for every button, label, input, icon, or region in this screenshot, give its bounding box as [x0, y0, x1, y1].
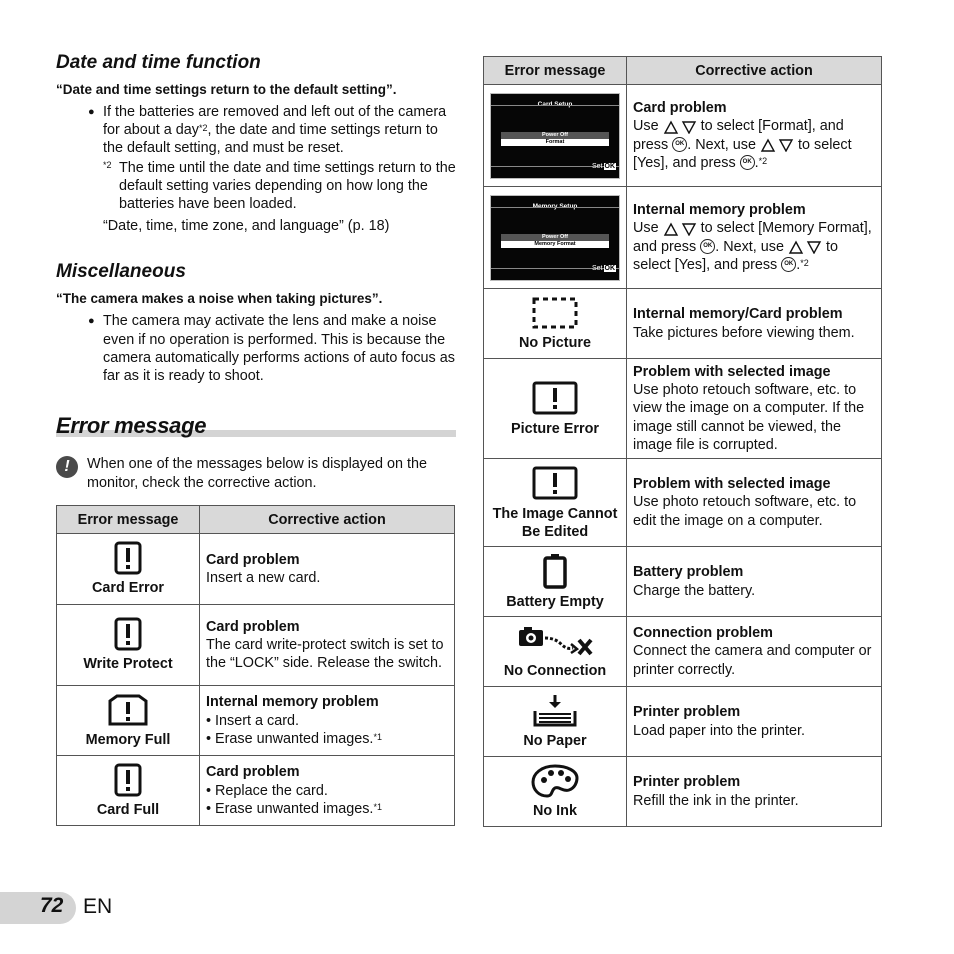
table-row	[57, 686, 455, 756]
action-heading: Card problem	[633, 100, 727, 117]
action-cell	[200, 756, 455, 826]
error-label: Card Error	[92, 580, 164, 597]
table-header-row	[484, 57, 882, 85]
action-cell	[627, 547, 882, 617]
error-cell	[57, 605, 200, 686]
bullet-text-a: If the batteries are removed and left out of the camera for about a day	[103, 104, 447, 139]
error-label: No Ink	[533, 802, 577, 819]
error-label: No Connection	[503, 662, 607, 679]
table-row	[484, 687, 882, 757]
action-line: Refill the ink in the printer.	[633, 792, 799, 809]
error-label: Write Protect	[83, 656, 173, 673]
error-label: No Picture	[519, 334, 591, 351]
action-heading: Internal memory/Card problem	[633, 306, 843, 323]
lcd-divider	[491, 207, 619, 208]
page-number-tab	[0, 892, 76, 924]
error-table-right	[483, 56, 882, 827]
date-time-question: “Date and time settings return to the default setting”.	[56, 82, 397, 97]
date-time-bullet	[56, 103, 456, 158]
footnote-ref: *2	[199, 123, 208, 134]
table-row	[484, 85, 882, 187]
action-cell	[627, 187, 882, 289]
ok-button-icon: OK	[781, 257, 796, 272]
caution-note	[56, 455, 456, 493]
caution-text: When one of the messages below is displayed on the monitor, check the corrective action.	[87, 456, 427, 492]
action-heading: Internal memory problem	[206, 694, 379, 711]
action-text-part: .	[754, 154, 759, 171]
action-line: • Erase unwanted images.	[206, 800, 374, 817]
table-row	[484, 187, 882, 289]
col-header-message: Error message	[484, 57, 627, 85]
error-cell	[484, 459, 627, 547]
battery-icon	[542, 553, 568, 589]
lcd-card-setup-screen	[490, 93, 620, 179]
ok-button-icon: OK	[700, 239, 715, 254]
action-heading: Card problem	[206, 618, 300, 635]
error-cell	[484, 187, 627, 289]
lcd-set-text: Set	[591, 162, 603, 170]
action-cell	[627, 289, 882, 359]
action-line: The card write-protect switch is set to the “LOCK” side. Release the switch.	[206, 637, 444, 672]
footnote-ref: *2	[800, 257, 809, 268]
action-heading: Printer problem	[633, 774, 741, 791]
action-line: Use photo retouch software, etc. to edit the image on a computer.	[633, 494, 857, 529]
error-cell	[484, 359, 627, 459]
action-text-part: to select [Memory Format], and press	[633, 220, 872, 255]
action-cell	[200, 686, 455, 756]
action-text-part: to select [Yes], and press	[633, 136, 852, 171]
action-line: Charge the battery.	[633, 582, 756, 599]
lcd-ok-box: OK	[604, 264, 615, 272]
no-picture-icon	[531, 296, 579, 330]
action-text	[633, 219, 875, 274]
left-column	[56, 52, 456, 826]
table-row	[57, 605, 455, 686]
lcd-option-power-off: Power Off	[501, 234, 609, 241]
right-column	[483, 56, 883, 827]
footnote-ref: *2	[758, 155, 768, 166]
action-line-with-ref	[206, 730, 448, 748]
action-text-part: to select [Format], and press	[633, 118, 844, 153]
caution-icon: !	[56, 456, 78, 478]
misc-question: “The camera makes a noise when taking pictures”.	[56, 291, 383, 307]
table-row	[484, 547, 882, 617]
date-time-reference: “Date, time, time zone, and language” (p. 18)	[103, 218, 390, 235]
lcd-divider	[491, 105, 619, 106]
error-cell	[484, 289, 627, 359]
error-cell	[484, 687, 627, 757]
exclamation-icon	[113, 763, 143, 797]
action-heading: Printer problem	[633, 704, 741, 721]
action-cell	[200, 534, 455, 605]
action-cell	[200, 605, 455, 686]
action-heading: Internal memory problem	[633, 202, 806, 219]
date-time-heading: Date and time function	[56, 52, 261, 73]
up-down-arrow-icon	[760, 138, 794, 152]
lcd-set-hint	[591, 158, 616, 176]
error-label: Memory Full	[85, 731, 171, 748]
action-text-part: to select [Yes], and press	[633, 238, 839, 273]
page-number: 72	[40, 894, 64, 917]
action-line: Use photo retouch software, etc. to view the image on a computer. If the image still cannot be viewed, the image file is corrupted.	[633, 382, 865, 453]
memory-exclamation-icon	[107, 693, 149, 727]
col-header-action: Corrective action	[627, 57, 882, 85]
table-row	[484, 289, 882, 359]
error-message-title: Error message	[56, 413, 207, 439]
up-down-arrow-icon	[663, 222, 697, 236]
ok-button-icon: OK	[672, 137, 687, 152]
action-cell	[627, 85, 882, 187]
table-row	[484, 617, 882, 687]
exclamation-icon	[113, 541, 143, 575]
action-heading: Problem with selected image	[633, 364, 831, 380]
error-label: Picture Error	[511, 420, 599, 437]
action-cell	[627, 617, 882, 687]
col-header-action: Corrective action	[200, 506, 455, 534]
action-line: • Erase unwanted images.	[206, 730, 374, 747]
lcd-option-format: Format	[501, 139, 609, 146]
exclamation-icon	[531, 465, 579, 501]
table-row	[484, 757, 882, 827]
error-label: Card Full	[96, 801, 160, 818]
paper-tray-icon	[531, 694, 579, 728]
up-down-arrow-icon	[663, 120, 697, 134]
action-heading: Problem with selected image	[633, 476, 831, 493]
table-row	[484, 359, 882, 459]
action-heading: Connection problem	[633, 625, 773, 642]
camera-disconnect-icon	[515, 624, 595, 658]
error-message-heading	[56, 413, 456, 439]
action-text-part: . Next, use	[715, 238, 784, 255]
lcd-set-text: Set	[591, 264, 603, 272]
action-line: Connect the camera and computer or printer correctly.	[633, 643, 872, 678]
lcd-set-hint	[591, 260, 616, 278]
ok-button-icon: OK	[740, 155, 755, 170]
note-mark: *2	[103, 159, 112, 170]
error-label: Battery Empty	[506, 593, 604, 610]
error-cell	[57, 756, 200, 826]
date-time-note	[56, 159, 456, 214]
action-text	[633, 117, 875, 172]
table-row	[484, 459, 882, 547]
error-cell	[57, 534, 200, 605]
error-cell	[484, 547, 627, 617]
table-header-row	[57, 506, 455, 534]
lcd-ok-box: OK	[604, 162, 615, 170]
action-line: Load paper into the printer.	[633, 722, 806, 739]
action-line-with-ref	[206, 800, 448, 818]
action-text-part: . Next, use	[687, 136, 756, 153]
action-heading: Card problem	[206, 764, 300, 781]
lcd-memory-setup-screen	[490, 195, 620, 281]
error-label: The Image Cannot Be Edited	[492, 505, 618, 540]
action-cell	[627, 757, 882, 827]
action-cell	[627, 687, 882, 757]
action-text-part: Use	[633, 118, 659, 135]
action-cell	[627, 459, 882, 547]
error-label: No Paper	[523, 732, 587, 749]
exclamation-icon	[531, 380, 579, 416]
error-cell	[484, 757, 627, 827]
error-cell	[484, 85, 627, 187]
note-text: The time until the date and time settings return to the default setting varies depending on how long the batteries have been loaded.	[119, 159, 456, 213]
action-line: • Replace the card.	[206, 782, 328, 799]
footnote-ref: *1	[373, 801, 382, 812]
action-heading: Card problem	[206, 552, 300, 569]
table-row	[57, 534, 455, 605]
action-line: Insert a new card.	[206, 570, 321, 587]
lcd-option-power-off: Power Off	[501, 132, 609, 139]
page-language: EN	[83, 895, 113, 918]
action-cell	[627, 359, 882, 459]
error-cell	[57, 686, 200, 756]
lcd-option-memory-format: Memory Format	[501, 241, 609, 248]
misc-bullet: ● The camera may activate the lens and make a noise even if no operation is performed. This is because the camera automatically performs actions of auto focus as far as it is ready to shoot.	[56, 312, 456, 385]
exclamation-icon	[113, 617, 143, 651]
error-cell	[484, 617, 627, 687]
footnote-ref: *1	[373, 731, 382, 742]
bullet-text-b: , the date and time settings return to the default setting, and must be reset.	[103, 122, 438, 157]
col-header-message: Error message	[57, 506, 200, 534]
action-line: • Insert a card.	[206, 712, 300, 729]
error-table-left	[56, 505, 455, 826]
action-text-part: .	[796, 256, 801, 273]
table-row	[57, 756, 455, 826]
action-heading: Battery problem	[633, 564, 744, 581]
misc-heading: Miscellaneous	[56, 261, 186, 283]
action-line: Take pictures before viewing them.	[633, 324, 855, 341]
action-text-part: Use	[633, 220, 659, 237]
ink-palette-icon	[531, 764, 579, 798]
up-down-arrow-icon	[788, 240, 822, 254]
